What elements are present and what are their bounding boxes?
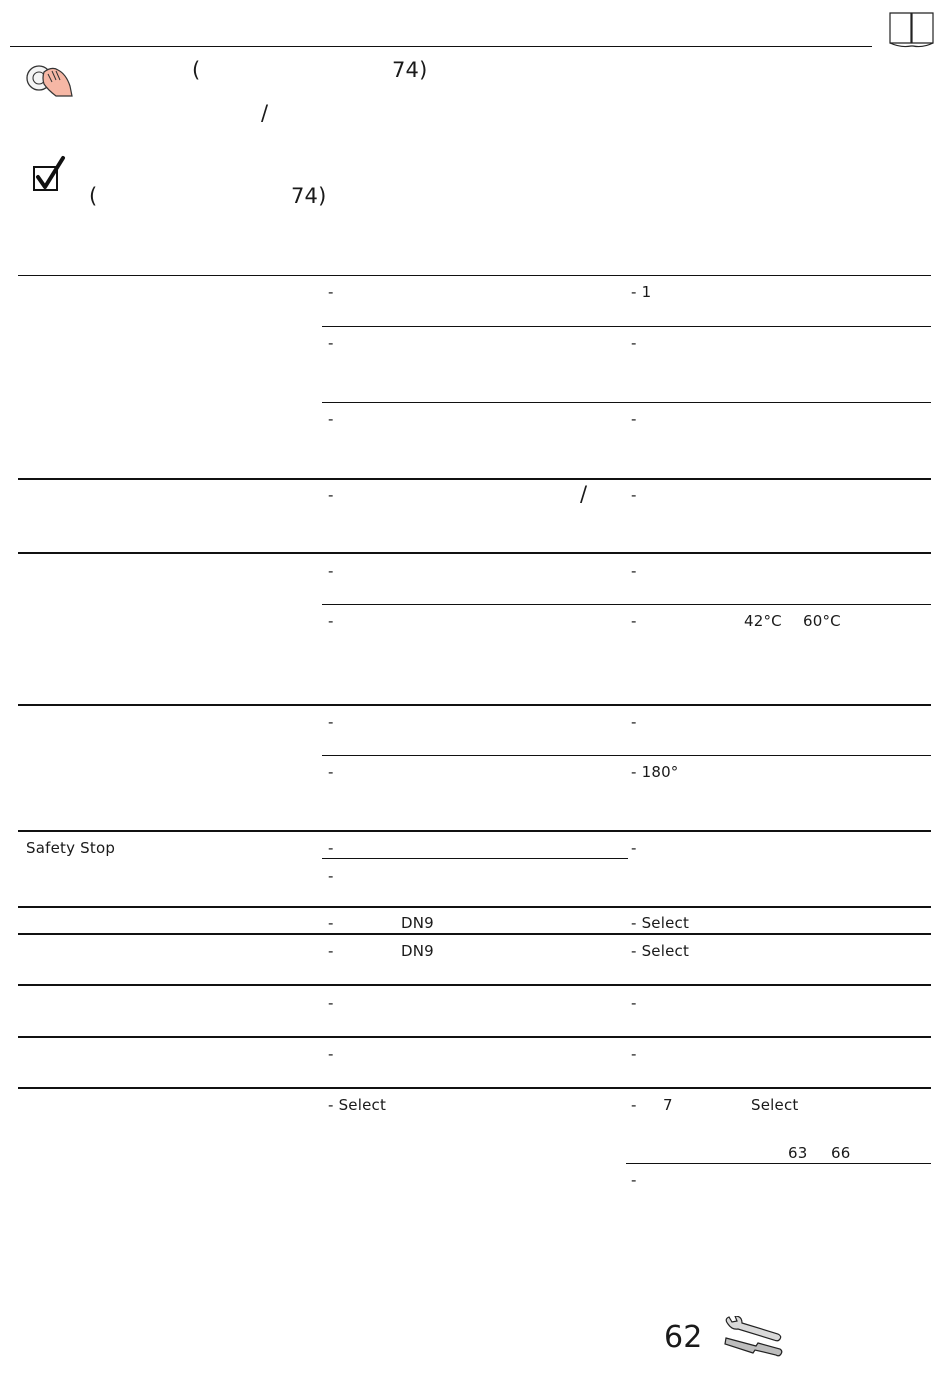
- cause-text: -: [328, 763, 334, 781]
- temperature-value: 60°C: [803, 612, 841, 630]
- section-rule: [18, 933, 931, 935]
- fix-text: -: [631, 562, 637, 580]
- header-rule: [10, 46, 872, 47]
- cause-text: -: [328, 839, 334, 857]
- row-divider: [322, 402, 931, 403]
- section-rule: [18, 704, 931, 706]
- cause-text: - Select: [328, 1096, 387, 1114]
- row-label-safety-stop: Safety Stop: [26, 839, 116, 857]
- fix-text: -: [631, 486, 637, 504]
- open-book-icon: [887, 10, 937, 50]
- cause-text: -: [328, 713, 334, 731]
- fix-text: - Select: [631, 914, 690, 932]
- header-ref-page: 74): [392, 58, 428, 82]
- cause-text: -: [328, 612, 334, 630]
- row-divider: [322, 755, 931, 756]
- page-number: 62: [664, 1320, 703, 1355]
- check-ref-page: 74): [291, 184, 327, 208]
- section-rule: [18, 984, 931, 986]
- section-rule: [18, 830, 931, 832]
- section-rule: [18, 1036, 931, 1038]
- fix-number: 7: [663, 1096, 673, 1114]
- fix-text: -: [631, 839, 637, 857]
- fix-text: -: [631, 713, 637, 731]
- fix-term: Select: [751, 1096, 799, 1114]
- cause-text: -: [328, 562, 334, 580]
- fix-text: - 180°: [631, 763, 679, 781]
- fix-text: - Select: [631, 942, 690, 960]
- page-reference: 66: [831, 1144, 851, 1162]
- section-rule: [18, 1087, 931, 1089]
- header-ref-open-paren: (: [192, 58, 201, 82]
- cause-text: -: [328, 334, 334, 352]
- temperature-value: 42°C: [744, 612, 782, 630]
- cause-slash: /: [580, 482, 588, 506]
- fix-text: -: [631, 1096, 637, 1114]
- cause-text: -: [328, 867, 334, 885]
- fix-text: -: [631, 1171, 637, 1189]
- cause-text: -: [328, 486, 334, 504]
- cause-text: -: [328, 914, 334, 932]
- row-divider: [322, 604, 931, 605]
- cause-text: -: [328, 283, 334, 301]
- cause-term: DN9: [401, 914, 434, 932]
- page-reference: 63: [788, 1144, 808, 1162]
- cause-text: -: [328, 410, 334, 428]
- section-rule: [18, 478, 931, 480]
- row-divider: [322, 858, 628, 859]
- cause-text: -: [328, 942, 334, 960]
- fix-text: -: [631, 1045, 637, 1063]
- fix-text: -: [631, 334, 637, 352]
- cause-text: -: [328, 1045, 334, 1063]
- check-ref-open-paren: (: [89, 184, 98, 208]
- table-top-rule: [18, 275, 931, 276]
- fix-text: -: [631, 612, 637, 630]
- hand-turning-valve-icon: [22, 56, 74, 100]
- row-divider: [322, 326, 931, 327]
- cause-term: DN9: [401, 942, 434, 960]
- checkbox-checked-icon: [30, 155, 70, 195]
- fix-text: -: [631, 994, 637, 1012]
- fix-text: - 1: [631, 283, 652, 301]
- fix-text: -: [631, 410, 637, 428]
- cause-text: -: [328, 994, 334, 1012]
- section-rule: [18, 906, 931, 908]
- section-rule: [18, 552, 931, 554]
- row-divider: [626, 1163, 931, 1164]
- wrench-and-screwdriver-icon: [722, 1316, 784, 1358]
- header-slash: /: [261, 101, 269, 125]
